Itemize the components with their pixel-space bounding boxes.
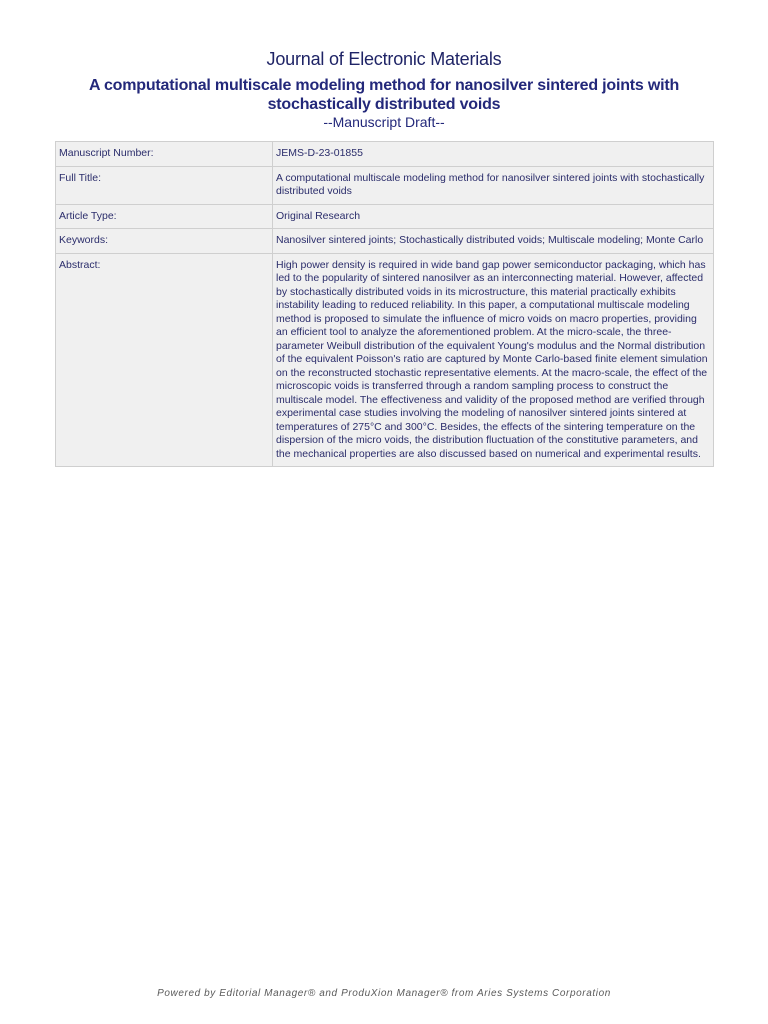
table-row-article-type xyxy=(56,204,714,229)
row-label: Keywords: xyxy=(56,229,273,254)
row-value: Nanosilver sintered joints; Stochastically distributed voids; Multiscale modeling; Monte Carlo xyxy=(273,229,714,254)
row-label: Manuscript Number: xyxy=(56,142,273,167)
row-value: Original Research xyxy=(273,204,714,229)
row-label: Article Type: xyxy=(56,204,273,229)
row-value: A computational multiscale modeling method for nanosilver sintered joints with stochastically distributed voids xyxy=(273,166,714,204)
table-row-keywords xyxy=(56,229,714,254)
table-row-manuscript-number xyxy=(56,142,714,167)
manuscript-info-table xyxy=(55,141,714,467)
paper-title: A computational multiscale modeling method for nanosilver sintered joints with stochastically distributed voids xyxy=(88,77,680,113)
draft-label: --Manuscript Draft-- xyxy=(323,114,445,130)
row-value: JEMS-D-23-01855 xyxy=(273,142,714,167)
document-header xyxy=(0,48,768,130)
journal-title: Journal of Electronic Materials xyxy=(266,49,502,69)
table-row-abstract xyxy=(56,253,714,467)
row-value: High power density is required in wide band gap power semiconductor packaging, which has led to the popularity of sintered nanosilver as an interconnecting material. However, affected by stochastically distributed voids in its microstructure, this material practically exhibits instability leading to reduced reliability. In this paper, a computational multiscale modeling method is proposed to simulate the influence of micro voids on macro properties, providing an efficient tool to analyze the aforementioned problem. At the micro-scale, the three-parameter Weibull distribution of the equivalent Young's modulus and the Normal distribution of the equivalent Poisson's ratio are captured by Monte Carlo-based finite element simulation on the reconstructed stochastic representative elements. At the macro-scale, the effect of the microscopic voids is transferred through a random sampling process to construct the multiscale model. The effectiveness and validity of the proposed method are verified through experimental case studies involving the modeling of nanosilver sintered joints sintered at temperatures of 275°C and 300°C. Besides, the effects of the sintering temperature on the dispersion of the micro voids, the distribution fluctuation of the constitutive parameters, and the mechanical properties are also discussed based on numerical and experimental results. xyxy=(273,253,714,467)
powered-by-footer: Powered by Editorial Manager® and ProduXion Manager® from Aries Systems Corporation xyxy=(157,988,611,999)
table-row-full-title xyxy=(56,166,714,204)
row-label: Full Title: xyxy=(56,166,273,204)
row-label: Abstract: xyxy=(56,253,273,467)
